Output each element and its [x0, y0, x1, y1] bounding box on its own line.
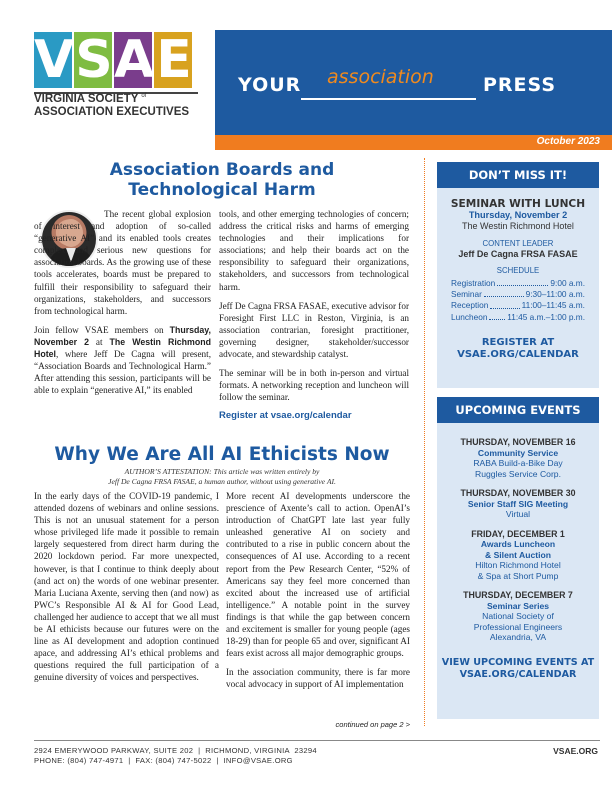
article1-paragraph4: Jeff De Cagna FRSA FASAE, executive advisor for Foresight First LLC in Reston, Virginia, is an association contrarian, foresight practitioner, governing designer, stakeholder/successor advocate, and stewardship catalyst. — [219, 300, 410, 360]
article1-paragraph5: The seminar will be in both in-person and virtual formats. A networking reception and luncheon will follow the seminar. — [219, 368, 409, 403]
content-leader-name: Jeff De Cagna FRSA FASAE — [458, 249, 578, 259]
event-detail: RABA Build-a-Bike Day — [473, 458, 563, 468]
event-detail: Virtual — [505, 509, 531, 519]
event-date: THURSDAY, NOVEMBER 16 — [460, 437, 576, 447]
logo-letter-s: S — [75, 30, 111, 90]
article1-p1-text: The recent global explosion of interest and adoption of so-called “generative AI” and its enabled tools creates complex and serious new questions for association boards. As the growing use of these tools accelerates, boards must be prepared to fulfill their responsibility to safeguard their organizations, stakeholders, and successors from technological harm. — [34, 209, 211, 316]
event-type: & Silent Auction — [484, 549, 552, 560]
seminar-title: SEMINAR WITH LUNCH — [450, 198, 586, 210]
logo-org-name-1: VIRGINIA SOCIETY — [34, 93, 139, 105]
event-date: THURSDAY, DECEMBER 7 — [463, 590, 573, 600]
article1-paragraph1 — [34, 208, 211, 317]
banner-association: association — [327, 66, 434, 88]
schedule-item-label: Reception — [451, 300, 489, 311]
schedule-row — [437, 289, 599, 300]
event-type: Awards Luncheon — [480, 539, 556, 549]
article1-title-line1: Association Boards and — [109, 160, 335, 180]
issue-date-bar — [215, 135, 612, 150]
event-detail: Alexandria, VA — [489, 632, 547, 642]
event-detail: Professional Engineers — [473, 621, 563, 632]
attestation-line2: Jeff De Cagna FRSA FASAE, a human author, without using generative AI. — [108, 476, 336, 486]
article1-title — [34, 160, 410, 200]
register-cta[interactable] — [437, 337, 599, 362]
event-type: Senior Staff SIG Meeting — [467, 498, 569, 509]
footer-contact: PHONE: (804) 747-4971 | FAX: (804) 747-5022 | INFO@VSAE.ORG — [34, 756, 293, 765]
leader-dots — [490, 300, 519, 308]
footer-address: 2924 EMERYWOOD PARKWAY, SUITE 202 | RICHMOND, VIRGINIA 23294 — [34, 746, 317, 755]
vsae-logo[interactable] — [0, 0, 215, 135]
event-type: Community Service — [477, 447, 559, 458]
upcoming-events-heading: UPCOMING EVENTS — [437, 397, 599, 423]
schedule-item-label: Luncheon — [451, 311, 488, 322]
footer-divider — [34, 740, 600, 741]
content-leader-label: CONTENT LEADER — [482, 239, 554, 248]
register-link[interactable]: Register at vsae.org/calendar — [219, 410, 352, 422]
logo-letter-e: E — [154, 32, 192, 88]
event-date: FRIDAY, DECEMBER 1 — [471, 528, 565, 539]
leader-dots — [489, 312, 505, 320]
issue-date: October 2023 — [536, 136, 600, 147]
event-date: THURSDAY, NOVEMBER 30 — [460, 488, 576, 498]
logo-org-of: of — [141, 93, 147, 100]
article1-column1 — [34, 208, 211, 403]
register-cta-line2: VSAE.ORG/CALENDAR — [457, 349, 579, 361]
newsletter-banner — [215, 30, 612, 135]
article2-paragraph1: In the early days of the COVID-19 pandemic, I attended dozens of webinars and online sessions. This is not an unusual statement for a person whose privileged life made it possible to remain largely sequestered from direct harm during the 2020 lockdown period. Far more unexpected, however, is that I continue to think deeply about (and act on) the words of one webinar presenter. Maria Luciana Axente, serving then (and now) as PWC’s Responsible AI & AI for Good Lead, challenged her audience to accept that we all must be AI ethicists because our futures were on the line as AI development and adoption continued apace, and addressing AI’s ethical problems and questions required the full participation of a genuine diversity of voices and perspectives. — [34, 491, 219, 683]
leader-dots — [497, 278, 548, 286]
article1-p2-venue: The Westin Richmond Hotel — [34, 336, 211, 360]
schedule-row — [437, 312, 599, 323]
article1-paragraph2 — [34, 324, 211, 397]
event-detail: Ruggles Service Corp. — [475, 468, 561, 479]
view-events-line2: VSAE.ORG/CALENDAR — [459, 669, 577, 680]
schedule-label: SCHEDULE — [496, 266, 540, 275]
article2-title: Why We Are All AI Ethicists Now — [54, 444, 390, 465]
event-item[interactable] — [437, 529, 599, 582]
logo-letter-a: A — [114, 30, 153, 90]
view-events-cta[interactable] — [437, 657, 599, 682]
masthead — [0, 0, 612, 147]
event-type: Seminar Series — [486, 600, 550, 611]
dont-miss-box — [437, 162, 599, 388]
schedule-row — [437, 278, 599, 289]
event-item[interactable] — [437, 488, 599, 520]
article2-paragraph3: In the association community, there is far more vocal advocacy in support of AI implementation — [226, 667, 410, 690]
view-events-line1: VIEW UPCOMING EVENTS AT — [441, 656, 595, 668]
article2-paragraph2: More recent AI developments underscore the prescience of Axente’s call to action. OpenAI’s introduction of ChatGPT late last year fully unleashed generative AI on society and contributed to a rise in public concern about the consequences of AI use. According to a recent report from the Pew Research Center, “52% of Americans say they feel more concerned than excited about the increased use of artificial intelligence.” A notable point in the survey findings is that while the gap between concern and excitement is smaller for young people (ages 18-29) than for people 65 and over, significant AI fears exist across all major demographic groups. — [226, 491, 410, 659]
article1-p2-text-a: Join fellow VSAE members on — [34, 324, 170, 335]
event-detail: Hilton Richmond Hotel — [475, 560, 561, 570]
logo-letters — [34, 32, 192, 88]
logo-org-line1 — [34, 93, 204, 105]
schedule-item-time: 9:30–11:00 a.m. — [525, 289, 585, 300]
footer-website[interactable]: VSAE.ORG — [553, 746, 598, 756]
continued-link[interactable]: continued on page 2 > — [335, 720, 410, 729]
seminar-venue: The Westin Richmond Hotel — [462, 221, 574, 231]
schedule-item-label: Registration — [451, 278, 496, 288]
article1-title-line2: Technological Harm — [128, 180, 316, 200]
schedule-item-label: Seminar — [451, 289, 482, 300]
banner-your: YOUR — [238, 74, 302, 96]
event-detail: National Society of — [482, 611, 554, 621]
article1-p2-text-b: at — [89, 336, 110, 347]
article1-p2-date: Thursday, November 2 — [34, 324, 211, 347]
attestation-line1: AUTHOR’S ATTESTATION: This article was written entirely by — [124, 467, 320, 476]
logo-letter-v: V — [34, 30, 73, 90]
banner-press: PRESS — [483, 74, 557, 96]
article1-column2 — [219, 208, 409, 430]
schedule-item-time: 11:00–11:45 a.m. — [521, 300, 585, 311]
logo-org-line2: ASSOCIATION EXECUTIVES — [34, 106, 190, 118]
article1-paragraph3: tools, and other emerging technologies of concern; address the critical risks and harms of emerging technologies and their implications for associations; and help their boards act on the responsibility to safeguard their organizations, stakeholders, and successors from technological harm. — [219, 209, 409, 292]
article2-column1 — [34, 490, 219, 691]
author-attestation — [34, 467, 410, 486]
schedule-item-time: 11:45 a.m.–1:00 p.m. — [507, 311, 585, 322]
article1-p2-text-c: , where Jeff De Cagna will present, “Association Boards and Technological Harm.” After attending this session, participants will be able to explain “generative AI,” its enabled — [34, 349, 211, 396]
seminar-date: Thursday, November 2 — [468, 210, 568, 220]
article2-column2 — [226, 490, 410, 698]
column-divider — [424, 158, 425, 726]
leader-dots — [484, 289, 524, 297]
event-detail: & Spa at Short Pump — [477, 570, 559, 581]
register-cta-line1: REGISTER AT — [481, 336, 555, 348]
schedule-item-time: 9:00 a.m. — [550, 278, 585, 288]
schedule-row — [437, 300, 599, 311]
upcoming-events-box — [437, 397, 599, 719]
banner-underline — [301, 98, 476, 100]
dont-miss-heading: DON’T MISS IT! — [437, 162, 599, 188]
event-item[interactable] — [437, 437, 599, 479]
event-item[interactable] — [437, 590, 599, 643]
